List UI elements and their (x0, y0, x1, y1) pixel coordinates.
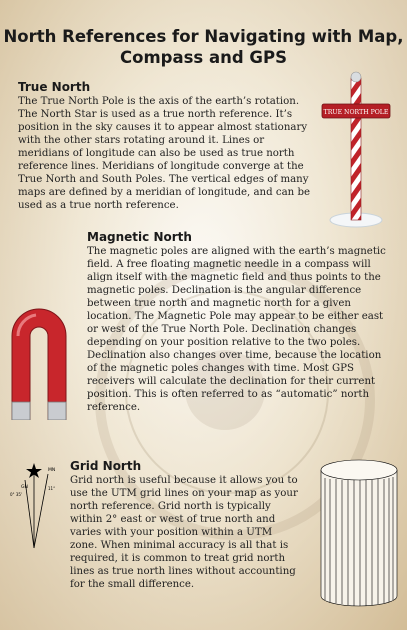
true-north-body: The True North Pole is the axis of the earth’s rotation. The North Star is used as a true north reference. It’s position in the sky causes it to appear almost stationary with the other stars rotating around it. Lines or meridians of longitude can also be used as true north reference lines. Meridians of longitude converge at the True North and South Poles. The vertical edges of many maps are defined by a meridian of longitude, and can be used as a true north reference. (18, 96, 311, 211)
horseshoe-magnet-illustration (6, 296, 72, 420)
utm-cylinder-illustration (318, 458, 400, 608)
true-north-heading: True North (18, 80, 91, 94)
declination-diagram (8, 460, 68, 550)
north-pole-sign-illustration (316, 70, 396, 230)
gn-label: GN (21, 485, 28, 490)
magnetic-north-body: The magnetic poles are aligned with the earth’s magnetic field. A free floating magnetic needle in a compass will align itself with the magnetic field and thus points to the magnetic poles. Declination is the angular difference between true north and magnetic north for a given location. The Magnetic Pole may appear to be either east or west of the True North Pole. Declination changes depending on your position relative to the two poles. Declination also changes over time, because the location of the magnetic poles changes with time. Most GPS receivers will calculate the declination for their current position. This is often referred to as “automatic” north reference. (87, 246, 386, 413)
pole-sign-text: TRUE NORTH POLE (323, 109, 389, 116)
mn-angle-label: 11° (48, 486, 56, 491)
grid-north-heading: Grid North (70, 459, 142, 473)
magnetic-north-heading: Magnetic North (87, 230, 192, 244)
grid-north-body: Grid north is useful because it allows you to use the UTM grid lines on your map as your north reference. Grid north is typically within 2° east or west of true north and varies with your position within a UTM zone. When minimal accuracy is all that is required, it is common to treat grid north lines as true north lines without accounting for the small difference. (70, 475, 298, 590)
mn-label: MN (48, 468, 56, 473)
page-title: North References for Navigating with Map, Compass and GPS (3, 27, 404, 67)
gn-angle-label: 0° 35' (10, 492, 23, 497)
